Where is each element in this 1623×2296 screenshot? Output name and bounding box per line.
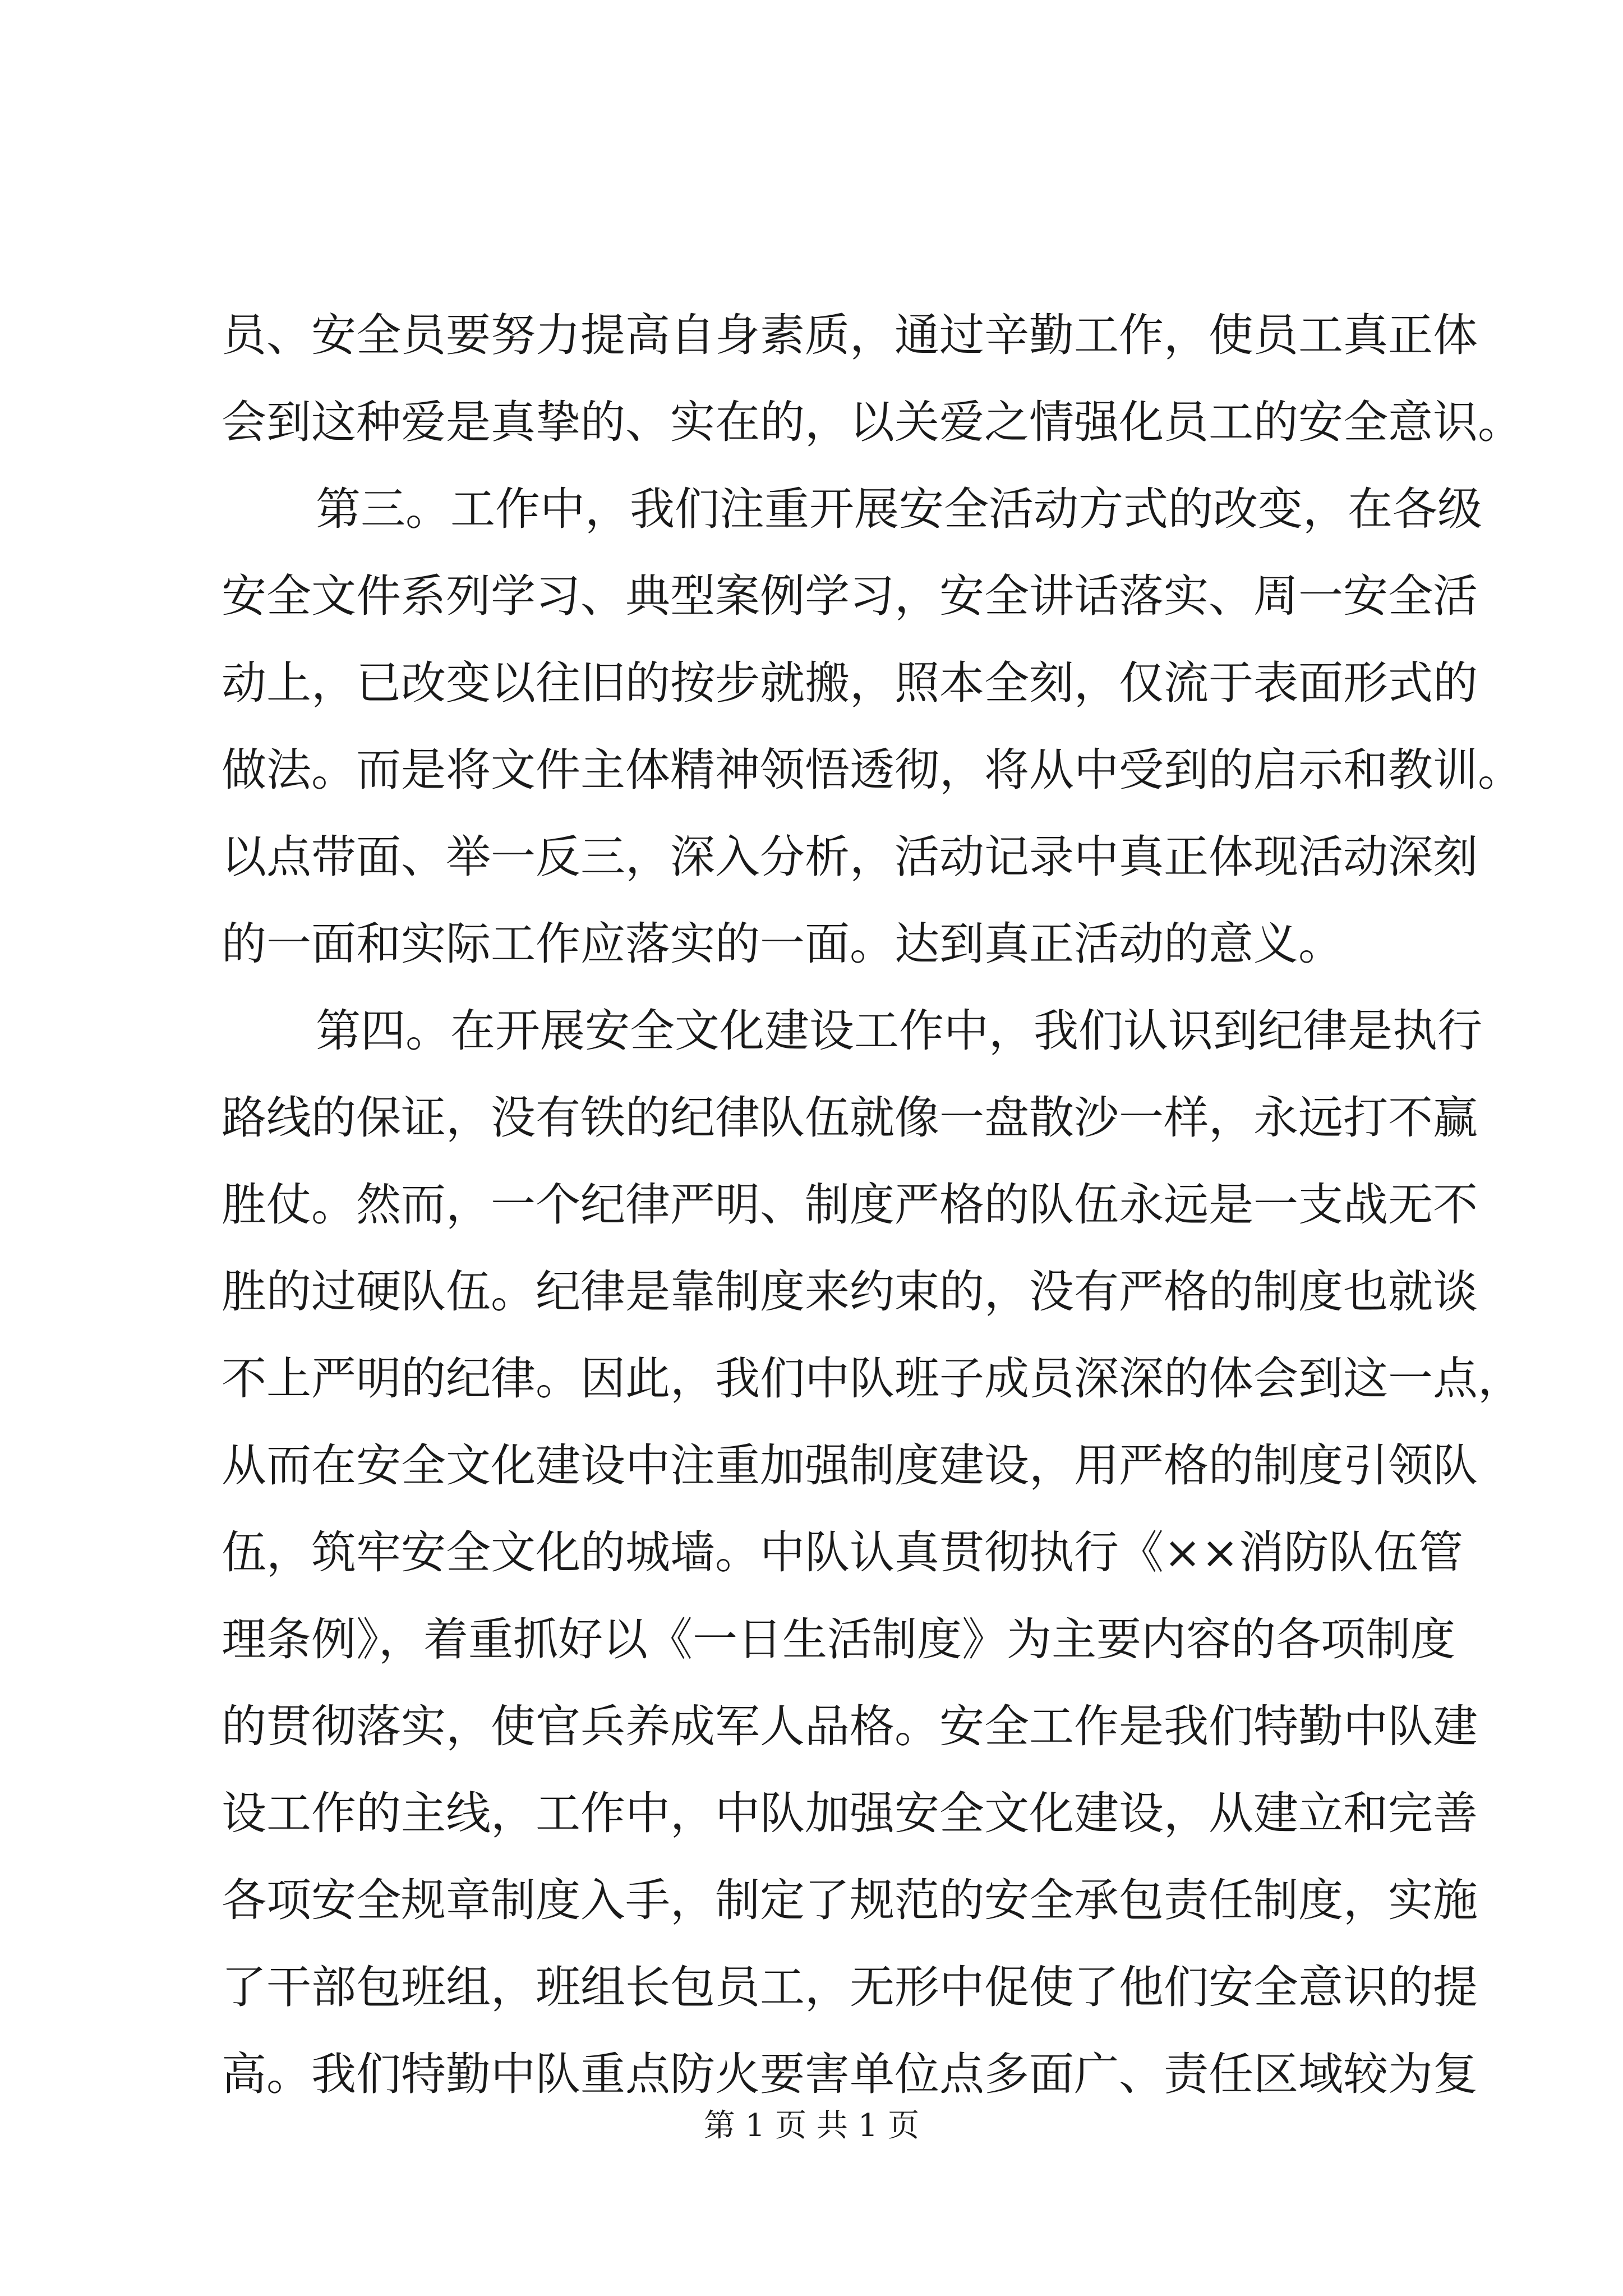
text-line: 设工作的主线，工作中，中队加强安全文化建设，从建立和完善 [222,1787,1478,1839]
text-line: 的贯彻落实，使官兵养成军人品格。安全工作是我们特勤中队建 [222,1700,1478,1752]
text-line: 以点带面、举一反三，深入分析，活动记录中真正体现活动深刻 [222,831,1478,883]
text-line: 路线的保证，没有铁的纪律队伍就像一盘散沙一样，永远打不赢 [222,1092,1478,1144]
text-line: 理条例》，着重抓好以《一日生活制度》为主要内容的各项制度 [222,1613,1455,1665]
text-line: 高。我们特勤中队重点防火要害单位点多面广、责任区域较为复 [222,2048,1478,2100]
text-line: 第三。工作中，我们注重开展安全活动方式的改变，在各级 [316,483,1482,535]
text-line: 伍，筑牢安全文化的城墙。中队认真贯彻执行《××消防队伍管 [222,1526,1464,1579]
text-line: 从而在安全文化建设中注重加强制度建设，用严格的制度引领队 [222,1439,1478,1492]
text-line: 会到这种爱是真挚的、实在的，以关爱之情强化员工的安全意识。 [222,396,1523,448]
text-line: 动上，已改变以往旧的按步就搬，照本全刻，仅流于表面形式的 [222,657,1478,709]
text-line: 的一面和实际工作应落实的一面。达到真正活动的意义。 [222,918,1343,970]
text-line: 第四。在开展安全文化建设工作中，我们认识到纪律是执行 [316,1005,1482,1057]
text-line: 各项安全规章制度入手，制定了规范的安全承包责任制度，实施 [222,1874,1478,1926]
page-footer: 第 1 页 共 1 页 [703,2108,920,2144]
body-text [222,292,1523,2118]
text-line: 安全文件系列学习、典型案例学习，安全讲话落实、周一安全活 [222,570,1478,622]
text-line: 做法。而是将文件主体精神领悟透彻，将从中受到的启示和教训。 [222,744,1523,796]
text-line: 胜仗。然而，一个纪律严明、制度严格的队伍永远是一支战无不 [222,1179,1478,1231]
text-line: 胜的过硬队伍。纪律是靠制度来约束的，没有严格的制度也就谈 [222,1266,1478,1318]
text-line: 员、安全员要努力提高自身素质，通过辛勤工作，使员工真正体 [222,309,1478,361]
text-line: 了干部包班组，班组长包员工，无形中促使了他们安全意识的提 [222,1961,1478,2013]
text-line: 不上严明的纪律。因此，我们中队班子成员深深的体会到这一点， [222,1352,1523,1405]
